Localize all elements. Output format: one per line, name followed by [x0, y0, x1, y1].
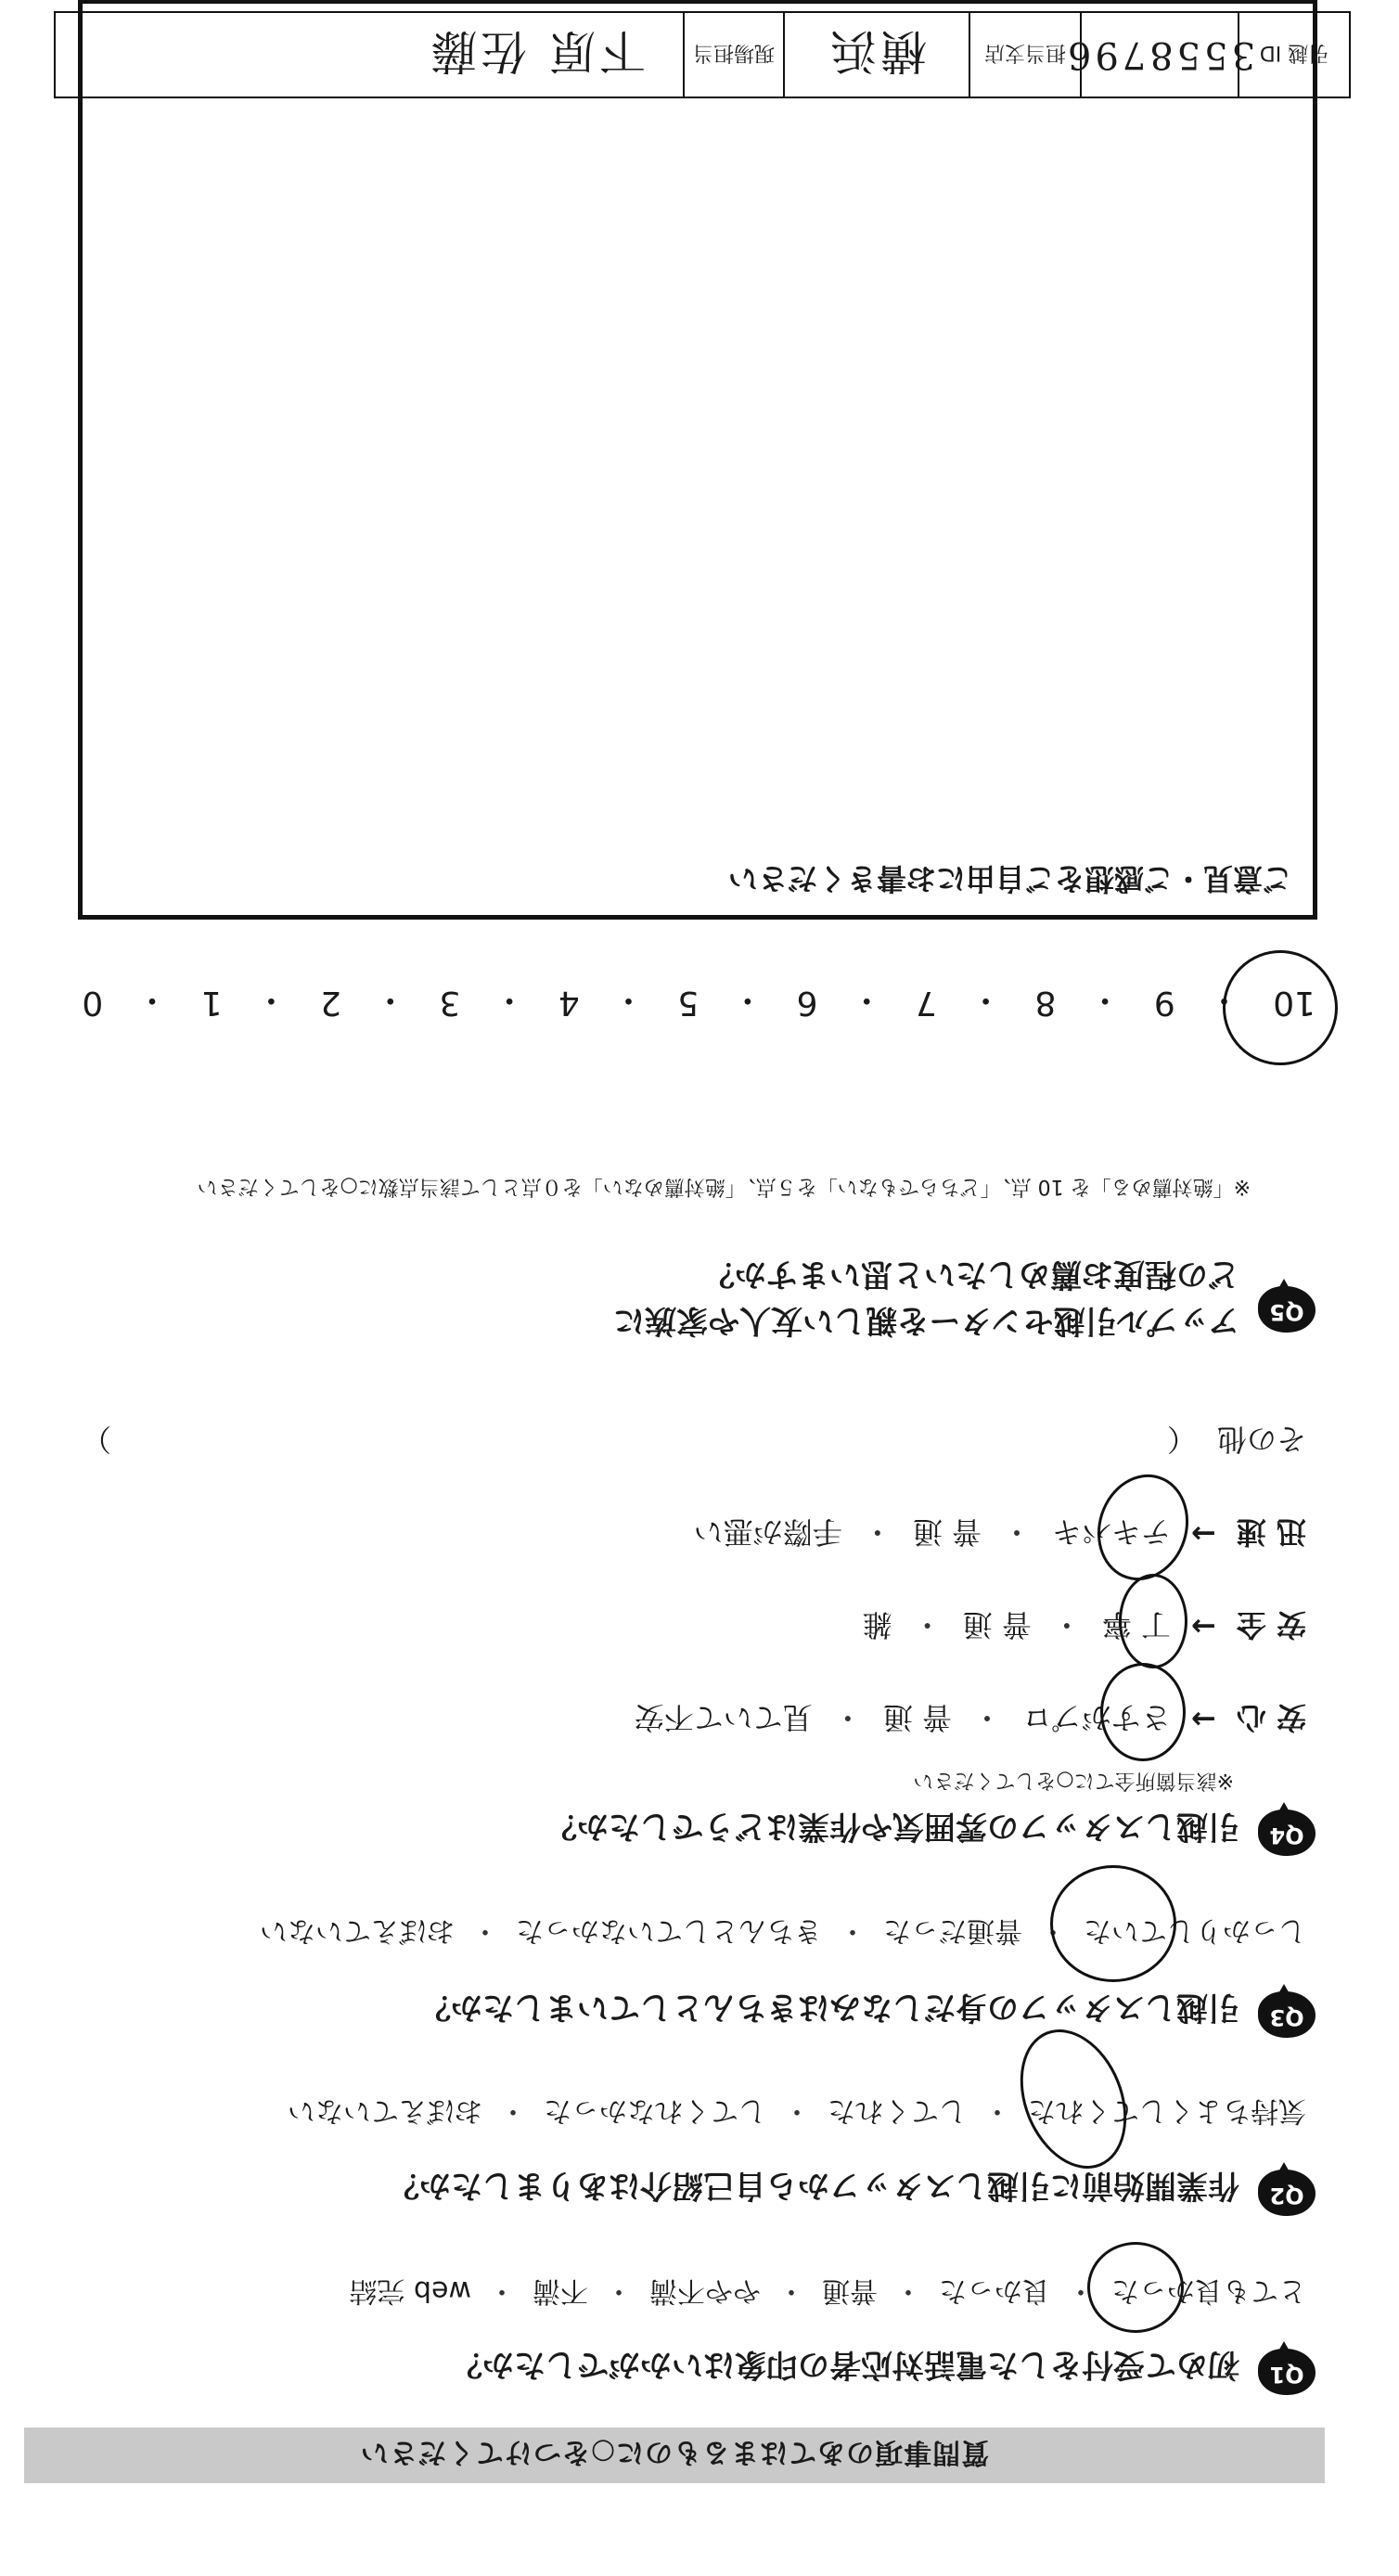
q1-option-1[interactable]: とても良かった	[1111, 2274, 1306, 2307]
score-8[interactable]: 8	[1034, 984, 1057, 1022]
q3-sep: ・	[471, 1914, 499, 1947]
q5-badge-label: Q5	[1269, 1299, 1304, 1325]
q4-row-option[interactable]: 普 通	[882, 1700, 952, 1735]
q4-anzen-hand-circle	[1119, 1574, 1187, 1668]
comment-title: ご意見・ご感想をご自由にお書きください	[727, 861, 1292, 896]
q4-badge-label: Q4	[1269, 1823, 1304, 1848]
q1-sep: ・	[1067, 2274, 1095, 2307]
q1-option-2[interactable]: 良かった	[939, 2274, 1050, 2307]
q4-badge-tail	[1277, 1802, 1291, 1815]
q4-badge	[1258, 1806, 1316, 1856]
q1-sep: ・	[605, 2274, 633, 2307]
q2-option-3[interactable]: してくれなかった	[544, 2094, 766, 2127]
q1-option-4[interactable]: やや不満	[649, 2274, 761, 2307]
q2-badge-tail	[1277, 2162, 1291, 2175]
q3-badge-tail	[1277, 1984, 1291, 1997]
q3-option-3[interactable]: きちんとしていなかった	[516, 1914, 822, 1947]
q1-badge-label: Q1	[1269, 2362, 1304, 2388]
score-7[interactable]: 7	[916, 984, 937, 1022]
score-6[interactable]: 6	[796, 984, 818, 1022]
q2-option-2[interactable]: してくれた	[828, 2094, 967, 2127]
q4-sep: ・	[1002, 1514, 1033, 1550]
q4-question: 引越しスタッフの雰囲気や作業はどうでしたか？	[545, 1808, 1239, 1845]
q3-badge-label: Q3	[1269, 2004, 1304, 2030]
score-0[interactable]: 0	[82, 984, 104, 1022]
q1-badge	[1258, 2345, 1316, 2395]
lead-label: 現場担当	[683, 13, 783, 97]
q4-row-option[interactable]: 普 通	[912, 1514, 982, 1550]
score-sep: ・	[493, 981, 527, 1019]
q4-anshin-hand-circle	[1100, 1663, 1186, 1761]
q5-note: ※「絶対薦める」を 10 点、「どちらでもない」を５点、「絶対薦めない」を０点として該当点数に○をしてください	[197, 1175, 1251, 1198]
q3-sep: ・	[1039, 1914, 1067, 1947]
q2-options	[288, 2093, 1306, 2134]
score-5[interactable]: 5	[677, 984, 700, 1022]
q4-other-close: ）	[82, 1422, 112, 1457]
q2-hand-circle	[1001, 2014, 1147, 2184]
q2-badge-label: Q2	[1269, 2183, 1304, 2209]
q4-sep: ・	[1051, 1607, 1082, 1642]
id-label: 引越 ID	[1238, 13, 1349, 97]
arrow-right-icon: →	[1191, 1516, 1216, 1552]
q1-option-6[interactable]: web 完結	[349, 2274, 471, 2307]
q1-hand-circle	[1087, 2242, 1184, 2333]
q3-option-1[interactable]: しっかりしていた	[1084, 1914, 1306, 1947]
q4-row-option[interactable]: 雑	[862, 1607, 892, 1642]
score-sep: ・	[969, 981, 1003, 1019]
q4-other-open: （	[1166, 1422, 1197, 1457]
q4-row-option[interactable]: 丁 寧	[1101, 1607, 1172, 1642]
q4-row-jinsoku	[694, 1513, 1306, 1555]
score-sep: ・	[1207, 981, 1241, 1019]
q4-row-option[interactable]: テキパキ	[1052, 1514, 1172, 1550]
score-sep: ・	[1088, 981, 1123, 1019]
id-value[interactable]: 3558796	[1080, 13, 1238, 97]
q4-row-label: 安 全	[1236, 1607, 1306, 1642]
q3-option-4[interactable]: おぼえていない	[260, 1914, 455, 1947]
q1-sep: ・	[777, 2274, 805, 2307]
q2-option-1[interactable]: 気持ちよくしてくれた	[1028, 2094, 1306, 2127]
q3-badge	[1258, 1988, 1316, 2038]
q5-score-scale	[82, 979, 1316, 1026]
comment-box[interactable]	[78, 0, 1317, 920]
q1-option-3[interactable]: 普通	[822, 2274, 878, 2307]
q5-badge	[1258, 1282, 1316, 1333]
q5-hand-circle	[1223, 950, 1338, 1065]
q2-sep: ・	[783, 2094, 811, 2127]
q4-row-option[interactable]: 手際が悪い	[693, 1514, 842, 1550]
q4-other-label: その他	[1216, 1422, 1306, 1457]
arrow-right-icon: →	[1191, 1702, 1216, 1737]
score-1[interactable]: 1	[200, 984, 223, 1022]
q4-row-option[interactable]: 見ていて不安	[634, 1700, 813, 1735]
score-sep: ・	[730, 981, 764, 1019]
score-3[interactable]: 3	[439, 984, 461, 1022]
q3-question: 引越しスタッフの身だしなみはきちんとしていましたか？	[419, 1989, 1239, 2026]
q4-row-label: 安 心	[1236, 1700, 1306, 1735]
q1-sep: ・	[488, 2274, 516, 2307]
arrow-right-icon: →	[1191, 1609, 1216, 1644]
q4-row-anzen	[863, 1605, 1306, 1648]
q2-sep: ・	[983, 2094, 1011, 2127]
score-10[interactable]: 10	[1273, 984, 1316, 1022]
q4-row-anshin	[635, 1698, 1306, 1741]
score-sep: ・	[850, 981, 884, 1019]
footer-table	[54, 11, 1351, 98]
instruction-banner: 質問事項のあてはまるものに○をつけてください	[24, 2428, 1325, 2483]
q4-row-option[interactable]: 普 通	[962, 1607, 1032, 1642]
score-sep: ・	[373, 981, 407, 1019]
q5-question-line2: どの程度お薦めしたいと思いますか？	[703, 1256, 1239, 1293]
q4-jinsoku-hand-circle	[1084, 1462, 1201, 1592]
q3-sep: ・	[839, 1914, 866, 1947]
score-sep: ・	[611, 981, 646, 1019]
q1-sep: ・	[894, 2274, 922, 2307]
q4-note: ※該当箇所全てに○をしてください	[913, 1769, 1234, 1792]
q4-sep: ・	[972, 1700, 1003, 1735]
branch-value[interactable]: 横浜	[783, 13, 969, 97]
q4-sep: ・	[912, 1607, 943, 1642]
score-4[interactable]: 4	[558, 984, 580, 1022]
q4-row-label: 迅 速	[1236, 1514, 1306, 1550]
q5-badge-tail	[1277, 1279, 1291, 1292]
score-2[interactable]: 2	[320, 984, 341, 1022]
q2-badge	[1258, 2166, 1316, 2216]
q2-option-4[interactable]: おぼえていない	[288, 2094, 482, 2127]
q3-hand-circle	[1050, 1865, 1176, 1982]
q2-sep: ・	[499, 2094, 527, 2127]
q4-sep: ・	[832, 1700, 863, 1735]
q3-option-2[interactable]: 普通だった	[883, 1914, 1022, 1947]
q5-question-line1: アップル引越センターを親しい友人や家族に	[613, 1302, 1239, 1339]
score-sep: ・	[254, 981, 289, 1019]
q4-row-other	[82, 1420, 1306, 1462]
q4-sep: ・	[862, 1514, 892, 1550]
q2-question: 作業開始前に引越しスタッフから自己紹介はありましたか？	[388, 2167, 1239, 2204]
branch-label: 担当支店	[969, 13, 1080, 97]
lead-value[interactable]: 下原 佐藤	[427, 24, 646, 78]
q1-question: 初めて受付をした電話対応者の印象はいかがでしたか？	[451, 2346, 1239, 2383]
q1-badge-tail	[1277, 2341, 1291, 2354]
q4-row-option[interactable]: さすがプロ	[1022, 1700, 1172, 1735]
score-9[interactable]: 9	[1153, 984, 1175, 1022]
q1-option-5[interactable]: 不満	[533, 2274, 588, 2307]
score-sep: ・	[135, 981, 169, 1019]
